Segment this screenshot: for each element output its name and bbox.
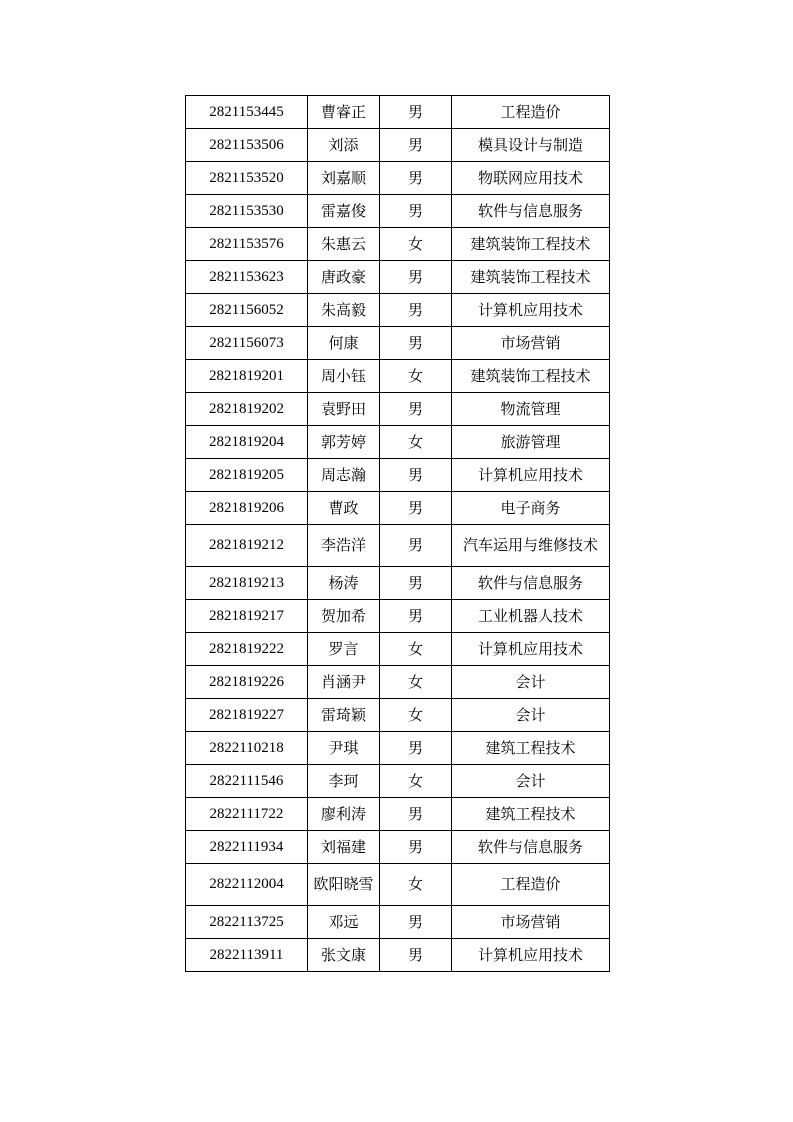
student-name-cell: 唐政豪	[308, 261, 380, 294]
table-row	[186, 699, 610, 732]
student-major-cell: 计算机应用技术	[452, 459, 610, 492]
student-id-cell: 2821819227	[186, 699, 308, 732]
student-id-cell: 2821819217	[186, 600, 308, 633]
table-row	[186, 600, 610, 633]
student-major-cell: 物联网应用技术	[452, 162, 610, 195]
student-id-cell: 2821153576	[186, 228, 308, 261]
table-row	[186, 798, 610, 831]
student-name-cell: 罗言	[308, 633, 380, 666]
student-major-cell: 建筑装饰工程技术	[452, 360, 610, 393]
student-name-cell: 刘添	[308, 129, 380, 162]
student-gender-cell: 男	[380, 831, 452, 864]
table-row	[186, 765, 610, 798]
table-row	[186, 906, 610, 939]
student-major-cell: 物流管理	[452, 393, 610, 426]
student-id-cell: 2821819226	[186, 666, 308, 699]
student-id-cell: 2821819206	[186, 492, 308, 525]
student-gender-cell: 男	[380, 732, 452, 765]
student-id-cell: 2822111722	[186, 798, 308, 831]
table-row	[186, 525, 610, 567]
table-row	[186, 129, 610, 162]
student-gender-cell: 女	[380, 864, 452, 906]
table-row	[186, 939, 610, 972]
student-gender-cell: 男	[380, 567, 452, 600]
student-name-cell: 周小钰	[308, 360, 380, 393]
student-gender-cell: 男	[380, 525, 452, 567]
student-major-cell: 计算机应用技术	[452, 939, 610, 972]
student-id-cell: 2821153530	[186, 195, 308, 228]
student-id-cell: 2821819205	[186, 459, 308, 492]
table-row	[186, 96, 610, 129]
student-id-cell: 2821819204	[186, 426, 308, 459]
student-major-cell: 建筑工程技术	[452, 798, 610, 831]
table-row	[186, 492, 610, 525]
student-name-cell: 朱高毅	[308, 294, 380, 327]
student-gender-cell: 女	[380, 426, 452, 459]
student-name-cell: 张文康	[308, 939, 380, 972]
student-name-cell: 袁野田	[308, 393, 380, 426]
table-body	[186, 96, 610, 972]
student-id-cell: 2821819222	[186, 633, 308, 666]
student-name-cell: 李浩洋	[308, 525, 380, 567]
student-gender-cell: 男	[380, 906, 452, 939]
student-name-cell: 廖利涛	[308, 798, 380, 831]
table-row	[186, 228, 610, 261]
student-id-cell: 2822111934	[186, 831, 308, 864]
student-name-cell: 朱惠云	[308, 228, 380, 261]
student-id-cell: 2821819202	[186, 393, 308, 426]
student-name-cell: 刘福建	[308, 831, 380, 864]
student-major-cell: 软件与信息服务	[452, 567, 610, 600]
student-major-cell: 旅游管理	[452, 426, 610, 459]
student-gender-cell: 男	[380, 162, 452, 195]
student-gender-cell: 女	[380, 699, 452, 732]
student-major-cell: 会计	[452, 666, 610, 699]
table-row	[186, 327, 610, 360]
student-major-cell: 建筑工程技术	[452, 732, 610, 765]
student-major-cell: 会计	[452, 699, 610, 732]
student-gender-cell: 男	[380, 393, 452, 426]
student-name-cell: 邓远	[308, 906, 380, 939]
student-gender-cell: 男	[380, 129, 452, 162]
table-row	[186, 393, 610, 426]
student-name-cell: 刘嘉顺	[308, 162, 380, 195]
table-row	[186, 426, 610, 459]
student-name-cell: 曹睿正	[308, 96, 380, 129]
student-major-cell: 会计	[452, 765, 610, 798]
table-row	[186, 666, 610, 699]
student-id-cell: 2821819212	[186, 525, 308, 567]
student-major-cell: 市场营销	[452, 906, 610, 939]
student-id-cell: 2822113911	[186, 939, 308, 972]
student-gender-cell: 男	[380, 261, 452, 294]
student-id-cell: 2821819213	[186, 567, 308, 600]
table-row	[186, 567, 610, 600]
student-major-cell: 工程造价	[452, 864, 610, 906]
student-name-cell: 贺加希	[308, 600, 380, 633]
student-gender-cell: 男	[380, 600, 452, 633]
student-name-cell: 杨涛	[308, 567, 380, 600]
student-major-cell: 建筑装饰工程技术	[452, 228, 610, 261]
student-major-cell: 计算机应用技术	[452, 633, 610, 666]
table-row	[186, 195, 610, 228]
student-major-cell: 工程造价	[452, 96, 610, 129]
student-name-cell: 郭芳婷	[308, 426, 380, 459]
student-gender-cell: 男	[380, 459, 452, 492]
student-name-cell: 雷琦颖	[308, 699, 380, 732]
student-gender-cell: 男	[380, 492, 452, 525]
student-name-cell: 尹琪	[308, 732, 380, 765]
table-row	[186, 162, 610, 195]
student-id-cell: 2821819201	[186, 360, 308, 393]
table-row	[186, 261, 610, 294]
student-gender-cell: 男	[380, 798, 452, 831]
student-major-cell: 电子商务	[452, 492, 610, 525]
student-gender-cell: 男	[380, 939, 452, 972]
student-id-cell: 2822112004	[186, 864, 308, 906]
student-name-cell: 何康	[308, 327, 380, 360]
student-name-cell: 欧阳晓雪	[308, 864, 380, 906]
student-gender-cell: 男	[380, 96, 452, 129]
table-row	[186, 294, 610, 327]
student-major-cell: 工业机器人技术	[452, 600, 610, 633]
student-gender-cell: 男	[380, 294, 452, 327]
table-row	[186, 831, 610, 864]
student-gender-cell: 男	[380, 327, 452, 360]
table-row	[186, 360, 610, 393]
student-name-cell: 李珂	[308, 765, 380, 798]
student-gender-cell: 女	[380, 228, 452, 261]
student-name-cell: 曹政	[308, 492, 380, 525]
table-row	[186, 633, 610, 666]
student-major-cell: 模具设计与制造	[452, 129, 610, 162]
student-id-cell: 2821156052	[186, 294, 308, 327]
student-major-cell: 汽车运用与维修技术	[452, 525, 610, 567]
student-id-cell: 2821153623	[186, 261, 308, 294]
table-row	[186, 732, 610, 765]
student-name-cell: 雷嘉俊	[308, 195, 380, 228]
student-major-cell: 计算机应用技术	[452, 294, 610, 327]
student-id-cell: 2822110218	[186, 732, 308, 765]
table-row	[186, 459, 610, 492]
student-gender-cell: 女	[380, 633, 452, 666]
student-id-cell: 2821153445	[186, 96, 308, 129]
student-gender-cell: 女	[380, 666, 452, 699]
student-gender-cell: 女	[380, 765, 452, 798]
student-gender-cell: 女	[380, 360, 452, 393]
table-row	[186, 864, 610, 906]
student-major-cell: 市场营销	[452, 327, 610, 360]
student-major-cell: 软件与信息服务	[452, 195, 610, 228]
student-name-cell: 肖涵尹	[308, 666, 380, 699]
student-id-cell: 2821153506	[186, 129, 308, 162]
student-table	[185, 95, 610, 972]
student-major-cell: 软件与信息服务	[452, 831, 610, 864]
student-id-cell: 2821153520	[186, 162, 308, 195]
student-name-cell: 周志瀚	[308, 459, 380, 492]
student-gender-cell: 男	[380, 195, 452, 228]
student-id-cell: 2822113725	[186, 906, 308, 939]
student-id-cell: 2821156073	[186, 327, 308, 360]
student-id-cell: 2822111546	[186, 765, 308, 798]
student-major-cell: 建筑装饰工程技术	[452, 261, 610, 294]
